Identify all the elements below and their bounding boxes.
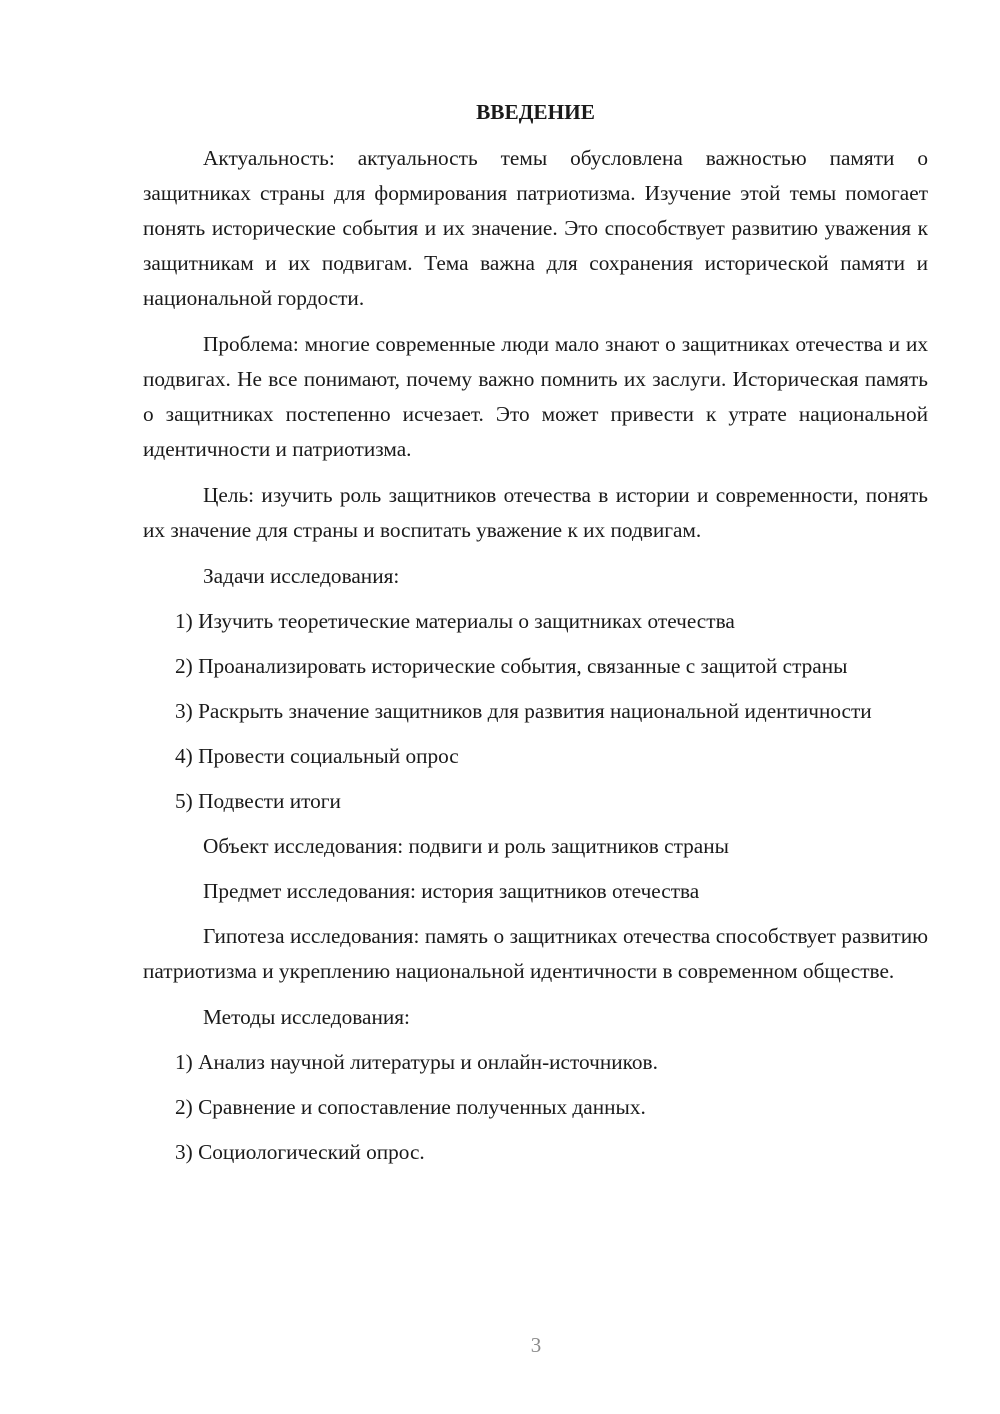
task-item: 5) Подвести итоги: [175, 789, 341, 813]
tasks-heading: Задачи исследования:: [203, 564, 400, 588]
problem-paragraph: Проблема: многие современные люди мало знают о защитниках отечества и их подвигах. Не все понимают, почему важно помнить их заслуги. Историческая память о защитниках постепенно исчезает. Это может привести к утрате национальной идентичности и патриотизма.: [143, 332, 928, 461]
task-item: 2) Проанализировать исторические события, связанные с защитой страны: [175, 654, 848, 678]
task-item: 1) Изучить теоретические материалы о защитниках отечества: [175, 609, 735, 633]
goal-paragraph: Цель: изучить роль защитников отечества в истории и современности, понять их значение для страны и воспитать уважение к их подвигам.: [143, 483, 928, 542]
method-item: 1) Анализ научной литературы и онлайн-источников.: [175, 1050, 658, 1074]
task-item: 4) Провести социальный опрос: [175, 744, 459, 768]
methods-heading: Методы исследования:: [203, 1005, 410, 1029]
method-item: 2) Сравнение и сопоставление полученных данных.: [175, 1095, 646, 1119]
page-number: 3: [530, 1333, 542, 1357]
document-page: [143, 95, 928, 1180]
method-item: 3) Социологический опрос.: [175, 1140, 425, 1164]
section-title: ВВЕДЕНИЕ: [476, 100, 595, 124]
relevance-paragraph: Актуальность: актуальность темы обусловлена важностью памяти о защитниках страны для формирования патриотизма. Изучение этой темы помогает понять исторические события и их значение. Это способствует развитию уважения к защитникам и их подвигам. Тема важна для сохранения исторической памяти и национальной гордости.: [143, 146, 928, 310]
research-subject: Предмет исследования: история защитников отечества: [203, 879, 700, 903]
research-object: Объект исследования: подвиги и роль защитников страны: [203, 834, 729, 858]
task-item: 3) Раскрыть значение защитников для развития национальной идентичности: [175, 699, 872, 723]
hypothesis-paragraph: Гипотеза исследования: память о защитниках отечества способствует развитию патриотизма и укреплению национальной идентичности в современном обществе.: [143, 924, 928, 983]
